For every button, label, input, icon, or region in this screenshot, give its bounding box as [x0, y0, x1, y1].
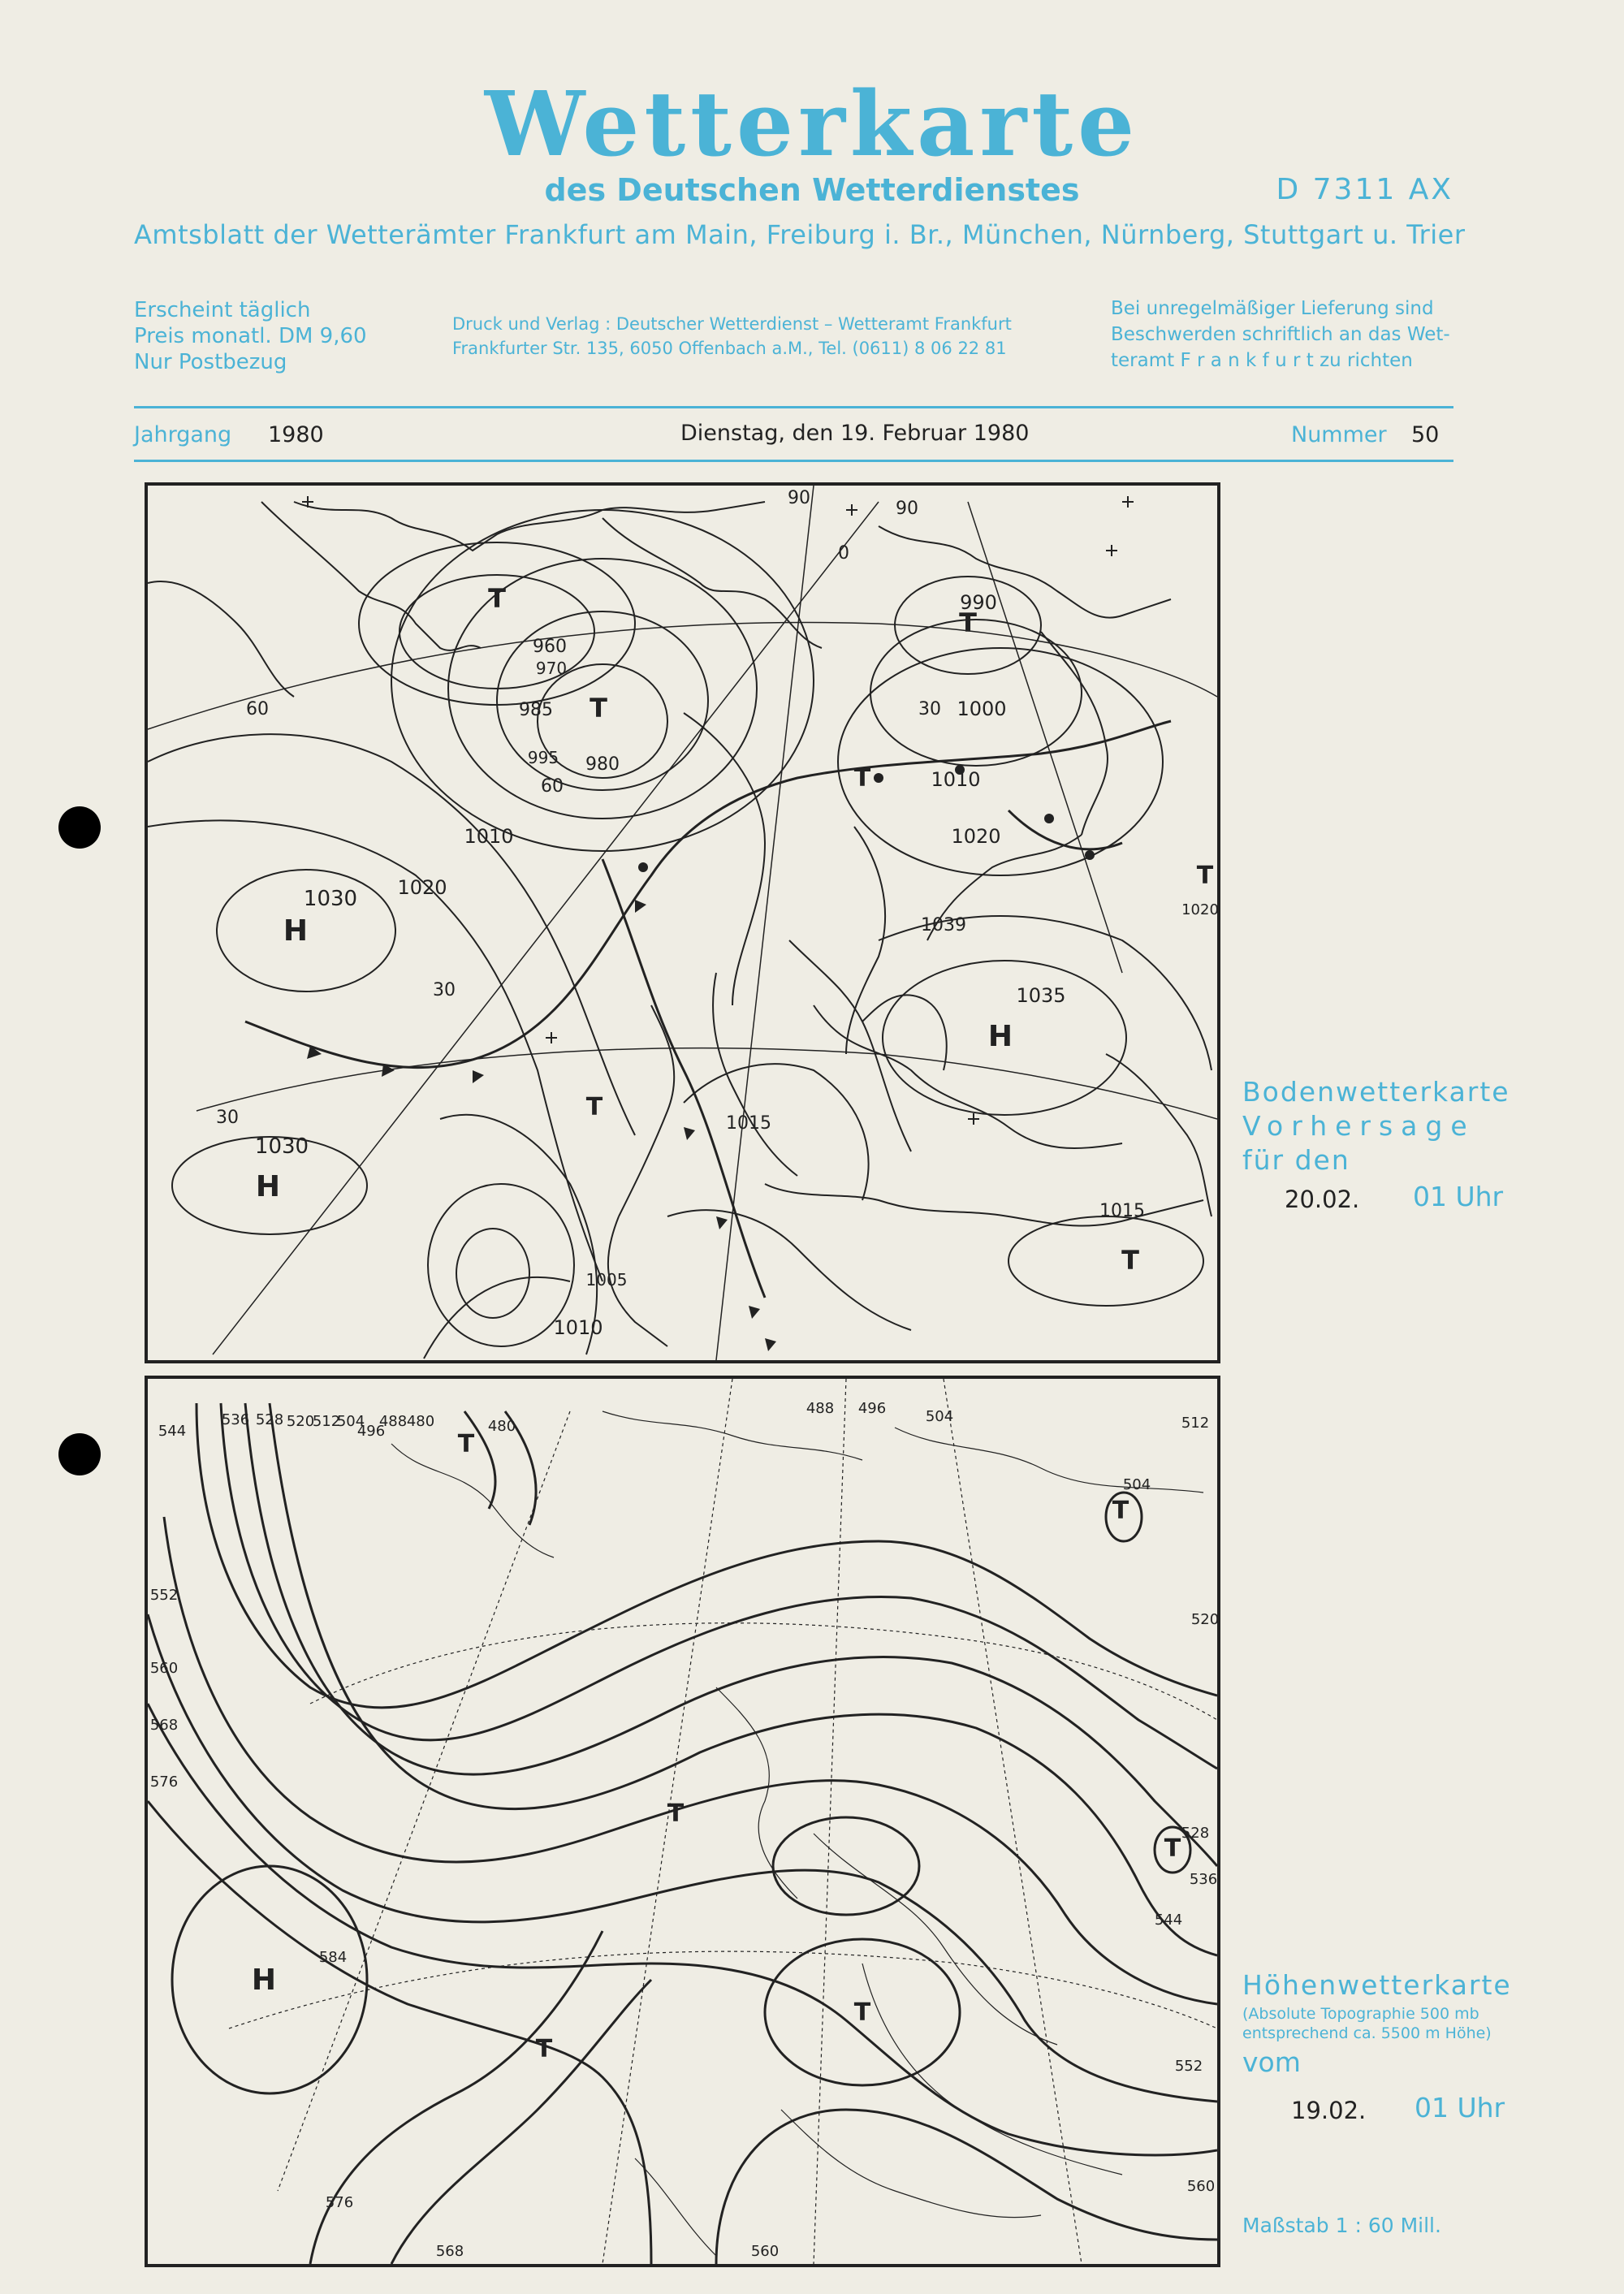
header-rule-bottom [134, 460, 1453, 462]
isobar-label: 1005 [585, 1270, 628, 1290]
map2-caption-sub-line: (Absolute Topographie 500 mb [1242, 2005, 1479, 2023]
latitude-label: 30 [433, 980, 456, 1000]
low-label: T [585, 1093, 603, 1121]
year-value: 1980 [268, 422, 324, 447]
contour-label: 504 [1122, 1476, 1151, 1493]
low-label: T [1164, 1834, 1181, 1863]
map2-caption-title: Höhenwetterkarte [1242, 1969, 1512, 2001]
contour-label: 560 [750, 2243, 780, 2260]
isobar-label: 1000 [957, 698, 1007, 720]
map2-caption-vom: vom [1242, 2046, 1301, 2078]
isobar-label: 990 [960, 591, 997, 614]
map2-caption-sub-line: entsprechend ca. 5500 m Höhe) [1242, 2024, 1492, 2042]
map1-date: 20.02. [1285, 1186, 1360, 1213]
info-left-line: Nur Postbezug [134, 350, 287, 374]
high-label: H [255, 1170, 281, 1203]
upper-air-map [145, 1376, 1220, 2267]
number-value: 50 [1411, 422, 1440, 447]
upper-air-map-svg [148, 1379, 1217, 2264]
contour-label: 528 [1181, 1825, 1210, 1842]
contour-label: 504 [925, 1408, 954, 1425]
info-right-line: Beschwerden schriftlich an das Wet- [1111, 324, 1450, 345]
info-left [134, 297, 367, 375]
info-center [452, 312, 1012, 361]
isobar-label: 985 [519, 700, 553, 720]
contour-label: 536 [1189, 1871, 1217, 1888]
isobar-label: 1015 [1099, 1201, 1145, 1221]
contour-label: 480 [406, 1413, 435, 1430]
high-label: H [283, 914, 309, 948]
high-label: H [987, 1020, 1013, 1053]
contour-label: 520 [286, 1413, 315, 1430]
longitude-label: 90 [788, 488, 810, 508]
info-center-line: Druck und Verlag : Deutscher Wetterdienst – Wetteramt Frankfurt [452, 314, 1012, 334]
map2-time: 01 Uhr [1415, 2092, 1505, 2123]
info-left-line: Preis monatl. DM 9,60 [134, 324, 367, 348]
info-right [1111, 296, 1450, 374]
contour-label: 544 [158, 1423, 187, 1440]
contour-label: 480 [487, 1418, 516, 1435]
isobar-label: 1015 [726, 1113, 771, 1134]
low-label: T [667, 1799, 685, 1828]
contour-label: 512 [312, 1413, 341, 1430]
isobar-label: 1030 [303, 887, 358, 911]
masthead-subtitle: des Deutschen Wetterdienstes [544, 172, 1080, 208]
low-label: T [1112, 1497, 1129, 1525]
map2-caption-sub [1242, 2004, 1492, 2043]
low-label: T [959, 607, 977, 638]
contour-label: 528 [255, 1411, 284, 1428]
contour-label: 560 [1186, 2178, 1216, 2195]
info-left-line: Erscheint täglich [134, 298, 311, 322]
header-rule-top [134, 406, 1453, 408]
isobar-label: 1010 [553, 1316, 603, 1339]
latitude-label: 30 [216, 1108, 239, 1128]
contour-label: 496 [857, 1400, 887, 1417]
map1-caption-title: Bodenwetterkarte [1242, 1076, 1510, 1108]
isobar-label: 960 [533, 637, 567, 657]
isobar-label: 1020 [1181, 901, 1217, 918]
low-label: T [535, 2035, 553, 2063]
map1-caption-forecast: Vorhersage [1242, 1110, 1475, 1142]
number-label: Nummer [1291, 422, 1387, 447]
isobar-label: 1035 [1016, 984, 1066, 1007]
contour-label: 560 [149, 1660, 179, 1677]
latitude-label: 60 [541, 776, 564, 797]
contour-label: 584 [318, 1949, 348, 1966]
low-label: T [457, 1430, 475, 1458]
contour-label: 536 [221, 1411, 250, 1428]
contour-label: 576 [149, 1773, 179, 1791]
contour-label: 488 [806, 1400, 835, 1417]
contour-label: 568 [149, 1717, 179, 1734]
low-label: T [1121, 1245, 1139, 1276]
surface-map-svg [148, 486, 1217, 1360]
latitude-label: 60 [246, 699, 269, 719]
surface-forecast-map [145, 482, 1220, 1363]
contour-label: 552 [149, 1587, 179, 1604]
publication-code: D 7311 AX [1276, 173, 1453, 206]
low-label: T [488, 583, 506, 614]
year-label: Jahrgang [134, 422, 232, 447]
isobar-label: 970 [535, 659, 568, 678]
isobar-label: 1020 [951, 825, 1001, 848]
isobar-label: 1010 [464, 825, 514, 848]
isobar-label: 995 [527, 748, 559, 767]
map2-date: 19.02. [1291, 2097, 1367, 2124]
contour-label: 576 [325, 2194, 354, 2211]
map1-time: 01 Uhr [1413, 1181, 1504, 1212]
info-right-line: Bei unregelmäßiger Lieferung sind [1111, 298, 1434, 319]
info-center-line: Frankfurter Str. 135, 6050 Offenbach a.M., Tel. (0611) 8 06 22 81 [452, 339, 1007, 358]
contour-label: 512 [1181, 1415, 1210, 1432]
official-gazette-line: Amtsblatt der Wetterämter Frankfurt am Main, Freiburg i. Br., München, Nürnberg, Stuttgart u. Trier [134, 219, 1466, 250]
punch-hole-top [58, 806, 101, 849]
issue-date: Dienstag, den 19. Februar 1980 [680, 421, 1030, 446]
isobar-label: 1010 [931, 768, 981, 791]
masthead-title: Wetterkarte [484, 71, 1140, 176]
isobar-label: 1039 [921, 915, 966, 935]
punch-hole-bottom [58, 1433, 101, 1475]
latitude-label: 30 [918, 699, 941, 719]
isobar-label: 1030 [254, 1134, 309, 1159]
longitude-label: 90 [896, 499, 918, 519]
isobar-label: 980 [585, 754, 620, 775]
map1-caption-for: für den [1242, 1144, 1350, 1176]
contour-label: 496 [356, 1423, 386, 1440]
contour-label: 568 [435, 2243, 464, 2260]
low-label: T [1196, 862, 1214, 890]
high-label: H [251, 1964, 277, 1997]
contour-label: 552 [1174, 2058, 1203, 2075]
contour-label: 488 [378, 1413, 408, 1430]
contour-label: 504 [336, 1413, 365, 1430]
isobar-label: 1020 [397, 876, 447, 899]
low-label: T [853, 1998, 871, 2027]
info-right-line: teramt F r a n k f u r t zu richten [1111, 350, 1413, 371]
low-label: T [590, 693, 607, 724]
contour-label: 520 [1190, 1611, 1217, 1628]
map1-caption [1242, 1075, 1510, 1177]
contour-label: 544 [1154, 1912, 1183, 1929]
map-scale: Maßstab 1 : 60 Mill. [1242, 2214, 1441, 2237]
longitude-label: 0 [838, 543, 849, 564]
low-label: T [853, 764, 871, 793]
